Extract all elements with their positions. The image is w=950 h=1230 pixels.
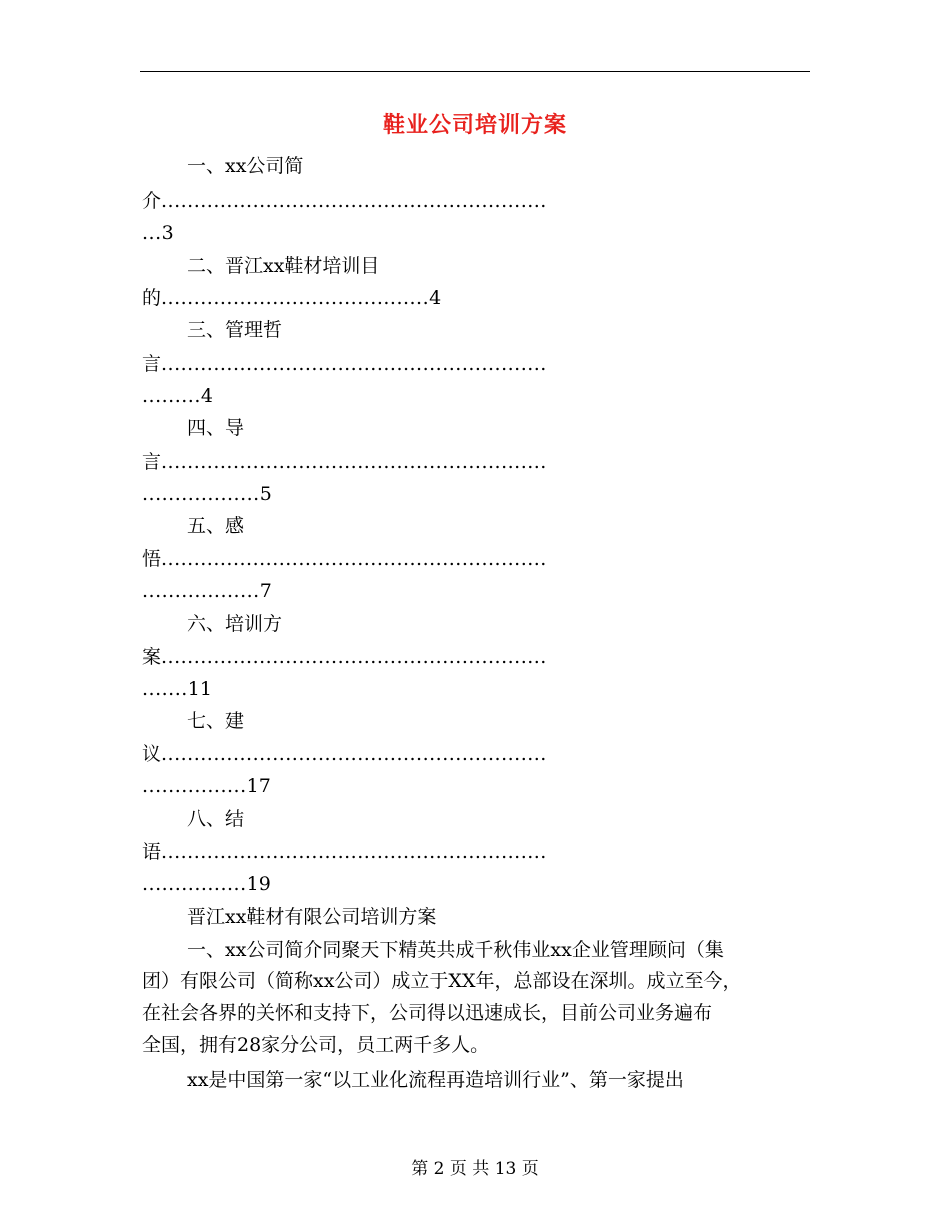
toc-page-5: 7	[259, 580, 272, 602]
toc-entry-4-line2: ..................5	[142, 483, 272, 505]
toc-entry-7-line1: 议...........................................................	[142, 743, 547, 765]
paragraph-1-line-3: 在社会各界的关怀和支持下，公司得以迅速成长，目前公司业务遍布	[142, 1002, 713, 1024]
toc-entry-3-line2: .........4	[142, 385, 213, 407]
toc-entry-5-line1: 悟...........................................................	[142, 548, 547, 570]
toc-heading-3: 三、管理哲	[187, 319, 283, 341]
toc-entry-1-line2: ...3	[142, 222, 174, 244]
body-title: 晋江xx鞋材有限公司培训方案	[187, 906, 437, 928]
toc-entry-5-line2: ..................7	[142, 580, 272, 602]
toc-heading-5: 五、感	[187, 515, 245, 537]
toc-heading-1: 一、xx公司简	[187, 155, 304, 177]
page-number-footer: 第 2 页 共 13 页	[411, 1159, 539, 1179]
toc-page-1: 3	[161, 222, 174, 244]
paragraph-1-line-4: 全国，拥有28家分公司，员工两千多人。	[142, 1034, 490, 1056]
document-title: 鞋业公司培训方案	[382, 113, 567, 138]
toc-heading-2: 二、晋江xx鞋材培训目	[187, 255, 380, 277]
toc-page-3: 4	[200, 385, 213, 407]
paragraph-2-line-1: xx是中国第一家“以工业化流程再造培训行业”、第一家提出	[187, 1069, 684, 1091]
toc-entry-8-line2: ................19	[142, 873, 271, 895]
toc-heading-8: 八、结	[187, 808, 245, 830]
paragraph-1-line-2: 团）有限公司（简称xx公司）成立于XX年，总部设在深圳。成立至今，	[142, 970, 742, 992]
toc-entry-7-line2: ................17	[142, 775, 271, 797]
toc-page-4: 5	[259, 483, 272, 505]
header-rule	[140, 71, 810, 72]
toc-entry-6-line1: 案...........................................................	[142, 646, 547, 668]
toc-page-7: 17	[246, 775, 271, 797]
toc-heading-6: 六、培训方	[187, 613, 283, 635]
toc-page-8: 19	[246, 873, 271, 895]
toc-heading-4: 四、导	[187, 417, 245, 439]
toc-entry-8-line1: 语...........................................................	[142, 841, 547, 863]
toc-page-2: 4	[429, 287, 442, 309]
toc-entry-2-line1: 的.........................................4	[142, 287, 442, 309]
paragraph-1-line-1: 一、xx公司简介同聚天下精英共成千秋伟业xx企业管理顾问（集	[187, 939, 724, 961]
toc-entry-4-line1: 言...........................................................	[142, 451, 547, 473]
toc-heading-7: 七、建	[187, 710, 245, 732]
toc-entry-6-line2: .......11	[142, 678, 212, 700]
toc-page-6: 11	[187, 678, 212, 700]
toc-entry-1-line1: 介...........................................................	[142, 190, 547, 212]
toc-entry-3-line1: 言...........................................................	[142, 353, 547, 375]
